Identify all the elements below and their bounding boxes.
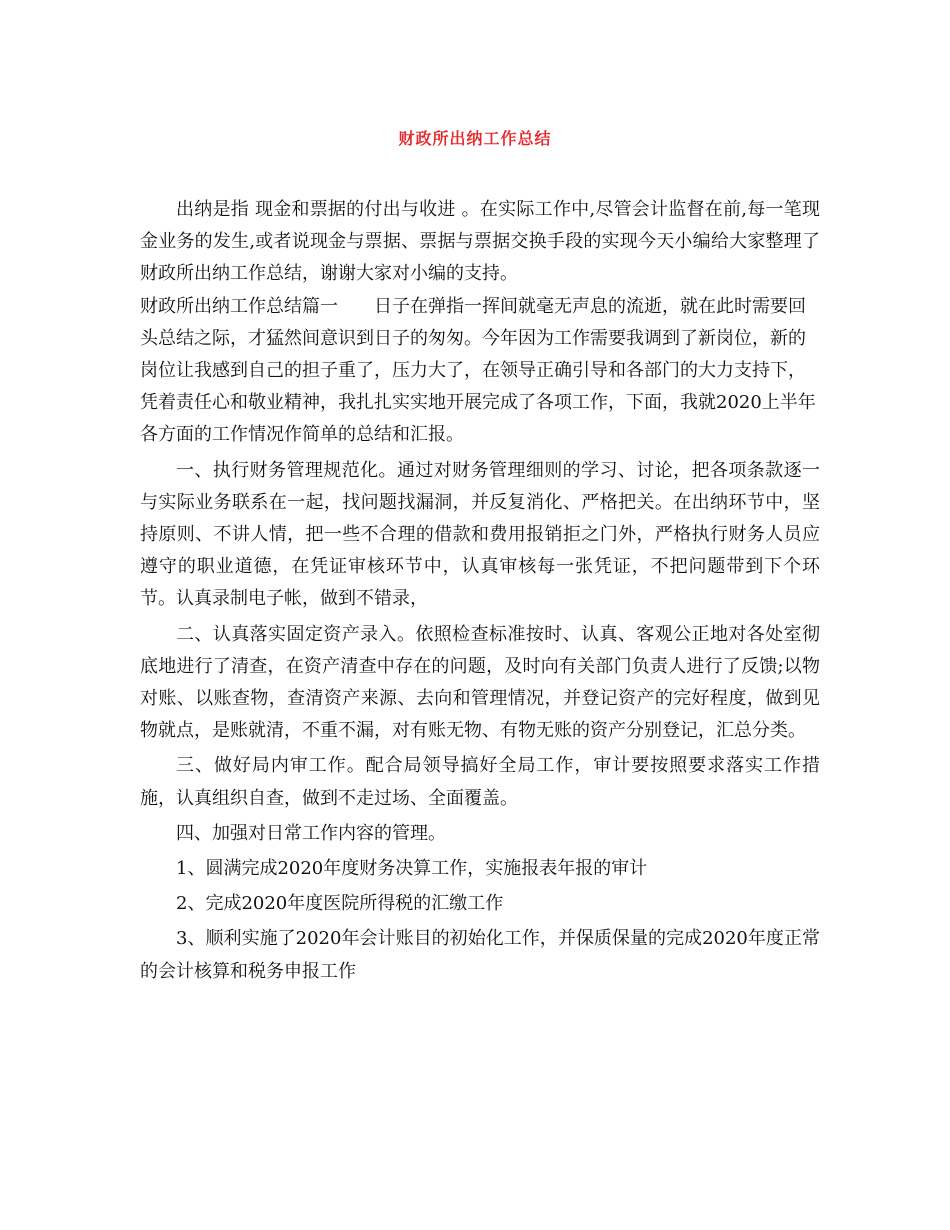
document-title: 财政所出纳工作总结 [398,129,552,148]
list-item-2: 2、完成2020年度医院所得税的汇缴工作 [176,893,504,915]
part-one-paragraph [140,291,820,452]
list-item-1: 1、圆满完成2020年度财务决算工作，实施报表年报的审计 [176,858,648,880]
part-opening-text: 日子在弹指一挥间就毫无声息的流逝，就在此时需要回头总结之际，才猛然间意识到日子的匆匆。今年因为工作需要我调到了新岗位，新的岗位让我感到自己的担子重了，压力大了，在领导正确引导和各部门的大力支持下，凭着责任心和敬业精神，我扎扎实实地开展完成了各项工作，下面，我就2020上半年各方面的工作情况作简单的总结和汇报。 [140,295,816,446]
part-heading: 财政所出纳工作总结篇一 [140,295,338,317]
section-paragraph-3: 三、做好局内审工作。配合局领导搞好全局工作，审计要按照要求落实工作措施，认真组织自查，做到不走过场、全面覆盖。 [140,755,820,809]
document-body [140,194,820,988]
section-paragraph-1: 一、执行财务管理规范化。通过对财务管理细则的学习、讨论，把各项条款逐一与实际业务联系在一起，找问题找漏洞，并反复消化、严格把关。在出纳环节中，坚持原则、不讲人情，把一些不合理的借款和费用报销拒之门外，严格执行财务人员应遵守的职业道德，在凭证审核环节中，认真审核每一张凭证，不把问题带到下个环节。认真录制电子帐，做到不错录， [140,459,820,610]
intro-paragraph: 出纳是指 现金和票据的付出与收进 。在实际工作中,尽管会计监督在前,每一笔现金业务的发生,或者说现金与票据、票据与票据交换手段的实现今天小编给大家整理了财政所出纳工作总结，谢谢大家对小编的支持。 [140,199,820,285]
section-paragraph-2: 二、认真落实固定资产录入。依照检查标准按时、认真、客观公正地对各处室彻底地进行了清查，在资产清查中存在的问题，及时向有关部门负责人进行了反馈;以物对账、以账查物，查清资产来源、去向和管理情况，并登记资产的完好程度，做到见物就点，是账就清，不重不漏，对有账无物、有物无账的资产分别登记，汇总分类。 [140,623,820,742]
section-paragraph-4: 四、加强对日常工作内容的管理。 [176,822,446,844]
list-item-3: 3、顺利实施了2020年会计账目的初始化工作，并保质保量的完成2020年度正常的会计核算和税务申报工作 [140,928,820,982]
